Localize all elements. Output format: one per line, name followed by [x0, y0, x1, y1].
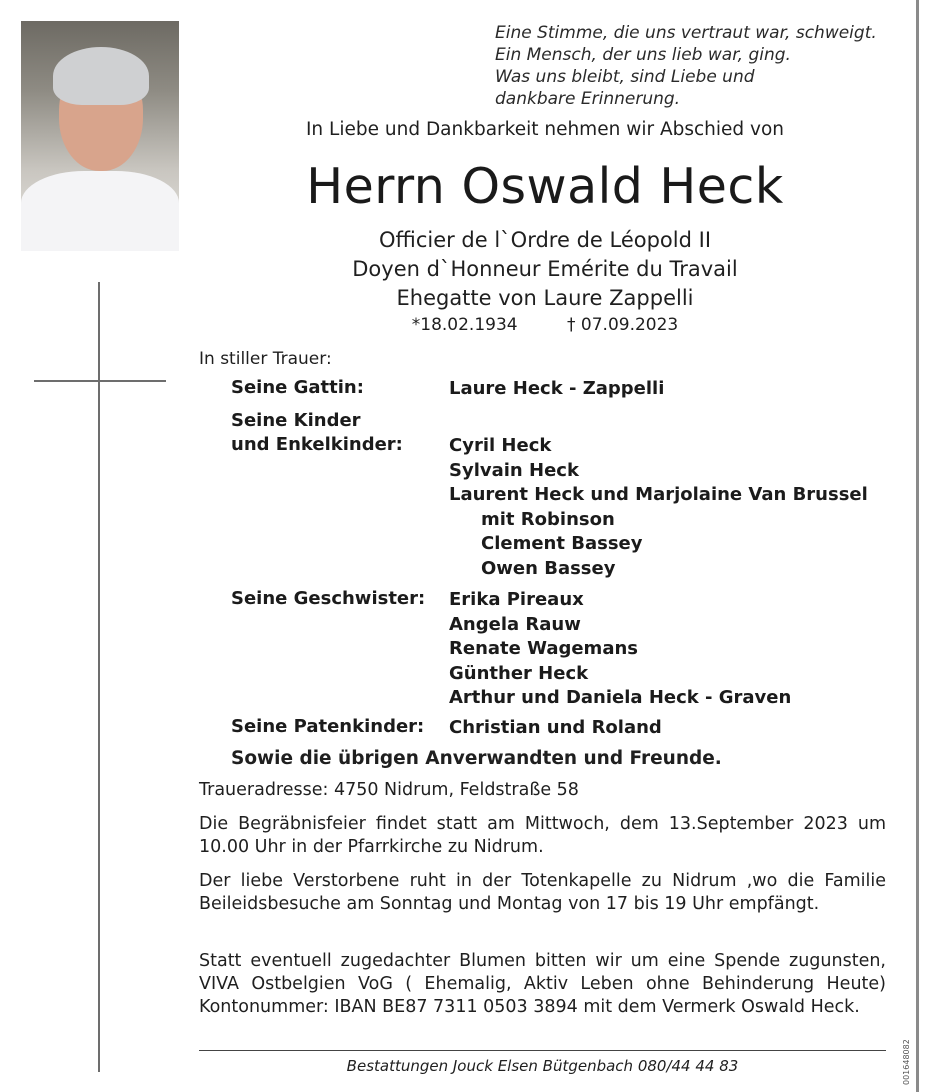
relative-name: Laurent Heck und Marjolaine Van Brussel: [449, 484, 868, 505]
relative-name: Angela Rauw: [449, 613, 581, 635]
mourning-label: In stiller Trauer:: [199, 349, 332, 369]
mourning-address: Traueradresse: 4750 Nidrum, Feldstraße 58: [199, 780, 579, 800]
godchildren-label: Seine Patenkinder:: [231, 716, 425, 737]
funeral-home-footer: Bestattungen Jouck Elsen Bütgenbach 080/44 44 83: [346, 1057, 739, 1075]
children-label-line1: Seine Kinder: [231, 410, 361, 431]
poem-line: dankbare Erinnerung.: [495, 89, 681, 109]
spouse-name: [449, 377, 664, 402]
godchildren-names: [449, 716, 662, 741]
relative-name: Günther Heck: [449, 662, 589, 684]
portrait-photo: [21, 21, 179, 251]
children-label-line2: und Enkelkinder:: [231, 434, 403, 455]
relative-name: mit Robinson: [481, 508, 615, 530]
funeral-notice: Die Begräbnisfeier findet statt am Mittwoch, dem 13.September 2023 um 10.00 Uhr in der Pfarrkirche zu Nidrum.: [199, 814, 886, 857]
visitation-notice: Der liebe Verstorbene ruht in der Totenkapelle zu Nidrum ,wo die Familie Beileidsbesuche am Sonntag und Montag von 17 bis 19 Uhr empfängt.: [199, 871, 886, 914]
relative-name: Laure Heck - Zappelli: [449, 378, 665, 399]
relative-name: Renate Wagemans: [449, 638, 638, 659]
right-border-rule: [916, 0, 919, 1092]
poem-line: Eine Stimme, die uns vertraut war, schweigt.: [495, 23, 877, 43]
relative-name: Erika Pireaux: [449, 589, 584, 610]
life-dates: [200, 315, 890, 335]
siblings-label: Seine Geschwister:: [231, 588, 426, 609]
deceased-titles: [200, 226, 890, 313]
relative-name: Christian und Roland: [449, 717, 662, 738]
footer-divider: [199, 1050, 886, 1051]
donation-notice: Statt eventuell zugedachter Blumen bitten wir um eine Spende zugunsten, VIVA Ostbelgien VoG ( Ehemalig, Aktiv Leben ohne Behinderung Heute) Kontonummer: IBAN BE87 7311 0503 3894 mit dem Vermerk Oswald Heck.: [199, 951, 886, 1017]
side-reference-code: 001648082: [902, 1039, 911, 1085]
portrait-shirt: [21, 171, 179, 251]
death-date: † 07.09.2023: [567, 315, 679, 335]
relative-name: Owen Bassey: [481, 557, 616, 579]
title-line: Officier de l`Ordre de Léopold II: [378, 228, 712, 252]
siblings-list: [449, 588, 791, 711]
farewell-intro: In Liebe und Dankbarkeit nehmen wir Abschied von: [305, 119, 785, 140]
title-line: Ehegatte von Laure Zappelli: [396, 286, 694, 310]
title-line: Doyen d`Honneur Emérite du Travail: [352, 257, 738, 281]
cross-vertical-bar: [98, 282, 100, 1072]
birth-date: *18.02.1934: [411, 315, 518, 335]
spouse-label: Seine Gattin:: [231, 377, 364, 398]
children-list: [449, 434, 868, 581]
cross-horizontal-bar: [34, 380, 166, 382]
relative-name: Clement Bassey: [481, 533, 643, 554]
relative-name: Sylvain Heck: [449, 459, 579, 481]
poem-line: Ein Mensch, der uns lieb war, ging.: [495, 45, 791, 65]
relative-name: Cyril Heck: [449, 435, 552, 456]
relative-name: Arthur und Daniela Heck - Graven: [449, 687, 792, 708]
portrait-hair: [53, 47, 149, 105]
deceased-name: Herrn Oswald Heck: [306, 158, 784, 215]
poem-line: Was uns bleibt, sind Liebe und: [495, 67, 755, 87]
memorial-poem: [495, 22, 877, 110]
other-relatives-line: Sowie die übrigen Anverwandten und Freunde.: [231, 748, 722, 769]
